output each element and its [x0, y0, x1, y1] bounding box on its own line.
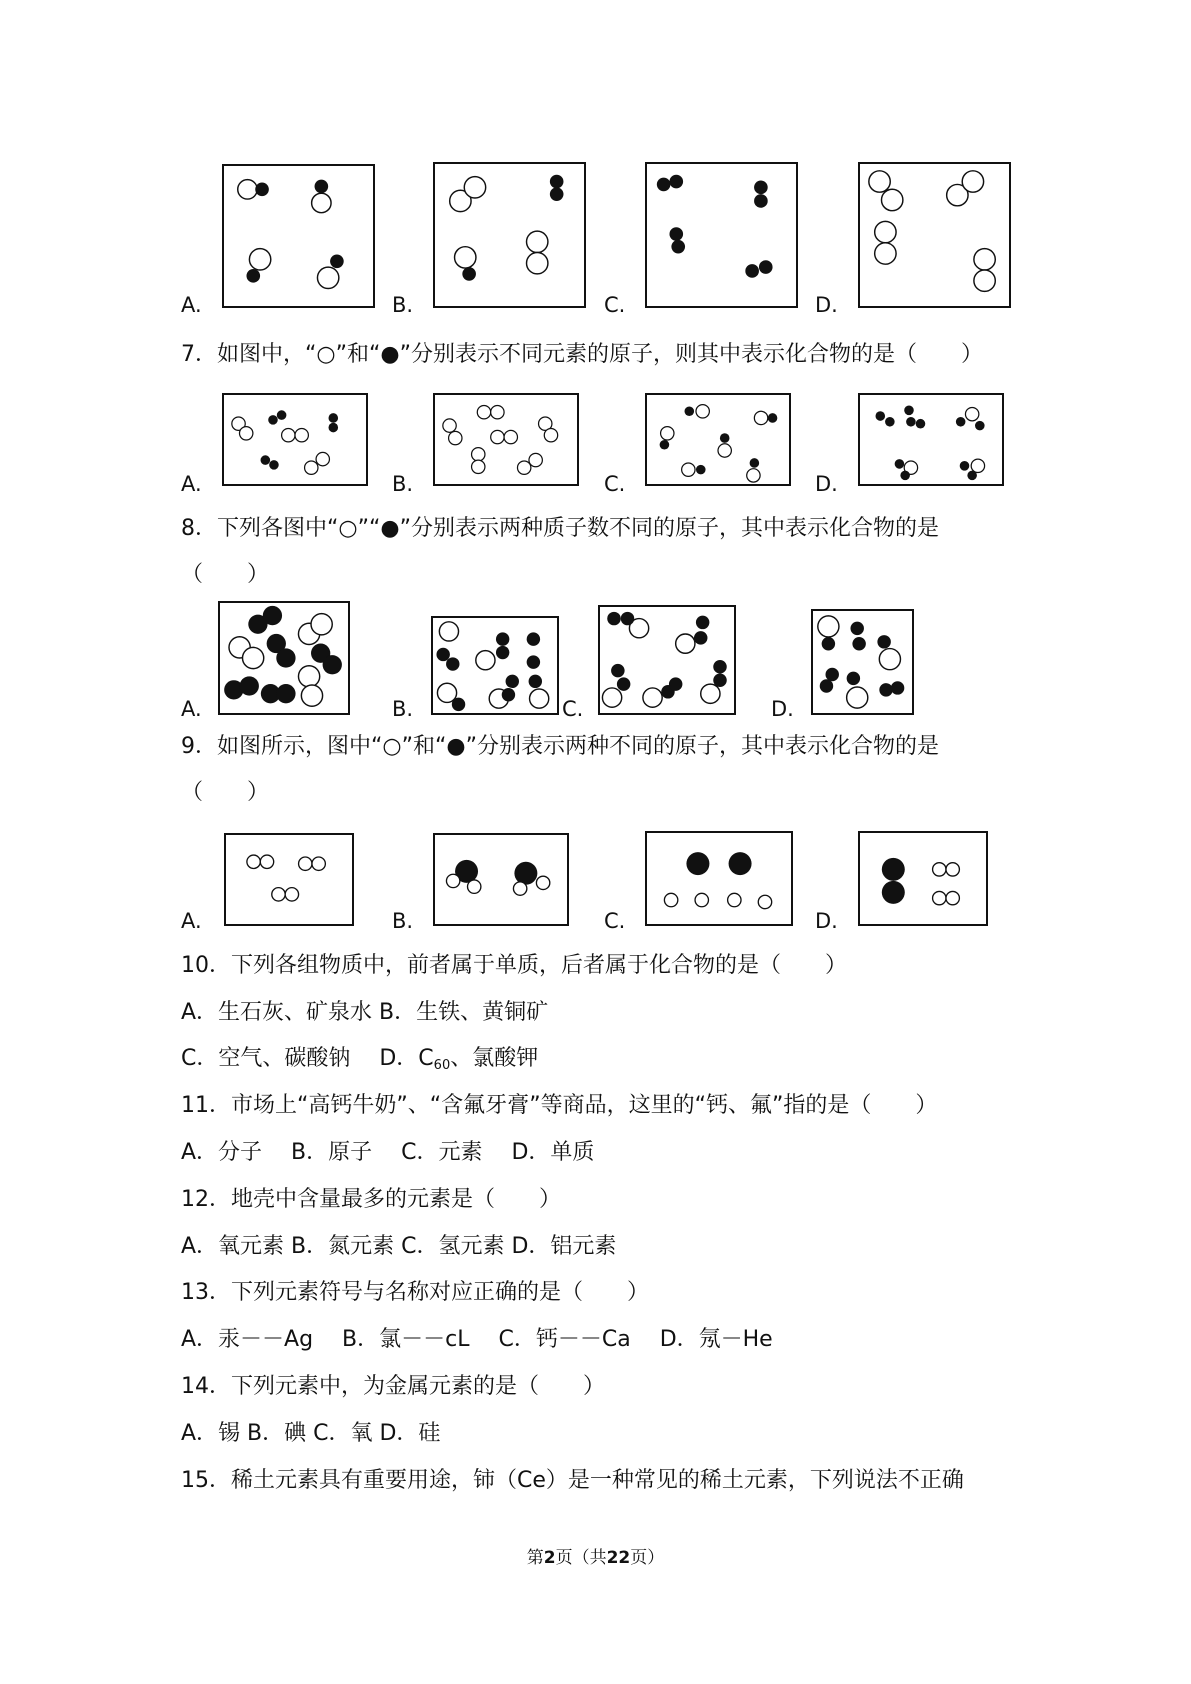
q9-figure-a [224, 833, 354, 926]
q7-figure-c [645, 393, 791, 486]
q8-figure-b [431, 616, 559, 715]
footer-total-pages: 22 [606, 1548, 631, 1568]
q6-figure-b [433, 162, 586, 308]
q7-figure-a [222, 393, 368, 486]
q9-option-b-label: B. [392, 909, 414, 933]
footer-page-number: 2 [543, 1548, 556, 1568]
question-13-options: A．汞－－Ag B．氯－－cL C．钙－－Ca D．氖－He [181, 1327, 773, 1352]
q8-option-a-label: A. [181, 697, 202, 721]
question-8-line-1: 8．下列各图中“○”“●”分别表示两种质子数不同的原子，其中表示化合物的是 [181, 516, 939, 541]
q9-option-c-label: C. [604, 909, 626, 933]
q6-option-c-label: C. [604, 293, 626, 317]
question-13: 13．下列元素符号与名称对应正确的是（ ） [181, 1280, 649, 1305]
q6-figure-a [222, 164, 375, 308]
question-10-options-1: A．生石灰、矿泉水 B．生铁、黄铜矿 [181, 1000, 549, 1025]
q7-option-a-label: A. [181, 472, 202, 496]
q9-figure-c [645, 831, 793, 926]
q7-figure-b [433, 393, 579, 486]
footer-prefix: 第 [526, 1548, 544, 1568]
q9-figure-b [433, 833, 569, 926]
question-9-line-2: （ ） [181, 780, 270, 805]
q6-option-b-label: B. [392, 293, 414, 317]
q6-figure-c [645, 162, 798, 308]
question-11: 11．市场上“高钙牛奶”、“含氟牙膏”等商品，这里的“钙、氟”指的是（ ） [181, 1093, 938, 1118]
q9-option-a-label: A. [181, 909, 202, 933]
question-9-line-1: 9．如图所示，图中“○”和“●”分别表示两种不同的原子，其中表示化合物的是 [181, 734, 939, 759]
question-15: 15．稀土元素具有重要用途，铈（Ce）是一种常见的稀土元素，下列说法不正确 [181, 1468, 964, 1493]
q8-figure-d [811, 609, 914, 715]
q10-options-2-part-b: 、氯酸钾 [450, 1046, 539, 1071]
q7-option-b-label: B. [392, 472, 414, 496]
q7-option-c-label: C. [604, 472, 626, 496]
question-7: 7．如图中，“○”和“●”分别表示不同元素的原子，则其中表示化合物的是（ ） [181, 342, 983, 367]
question-10-options-2 [181, 1044, 538, 1081]
q8-option-c-label: C. [562, 697, 584, 721]
q7-option-d-label: D. [815, 472, 838, 496]
page-footer [0, 1547, 1191, 1569]
q8-figure-c [598, 605, 736, 715]
question-12: 12．地壳中含量最多的元素是（ ） [181, 1187, 561, 1212]
q8-option-d-label: D. [771, 697, 794, 721]
q6-option-a-label: A. [181, 293, 202, 317]
q8-figure-a [218, 601, 350, 715]
question-14: 14．下列元素中，为金属元素的是（ ） [181, 1374, 605, 1399]
q7-figure-d [858, 393, 1004, 486]
question-10: 10．下列各组物质中，前者属于单质，后者属于化合物的是（ ） [181, 953, 847, 978]
question-8-line-2: （ ） [181, 562, 270, 587]
question-11-options: A．分子 B．原子 C．元素 D．单质 [181, 1140, 595, 1165]
q10-options-2-part-a: C．空气、碳酸钠 D．C [181, 1046, 434, 1071]
q6-option-d-label: D. [815, 293, 838, 317]
q10-options-2-subscript: 60 [433, 1058, 451, 1073]
footer-middle: 页（共 [555, 1548, 607, 1568]
q6-figure-d [858, 162, 1011, 308]
q9-figure-d [858, 831, 988, 926]
q9-option-d-label: D. [815, 909, 838, 933]
footer-suffix: 页） [630, 1548, 665, 1568]
question-14-options: A．锡 B．碘 C．氧 D．硅 [181, 1421, 441, 1446]
question-12-options: A．氧元素 B．氮元素 C．氢元素 D．铝元素 [181, 1234, 617, 1259]
q8-option-b-label: B. [392, 697, 414, 721]
